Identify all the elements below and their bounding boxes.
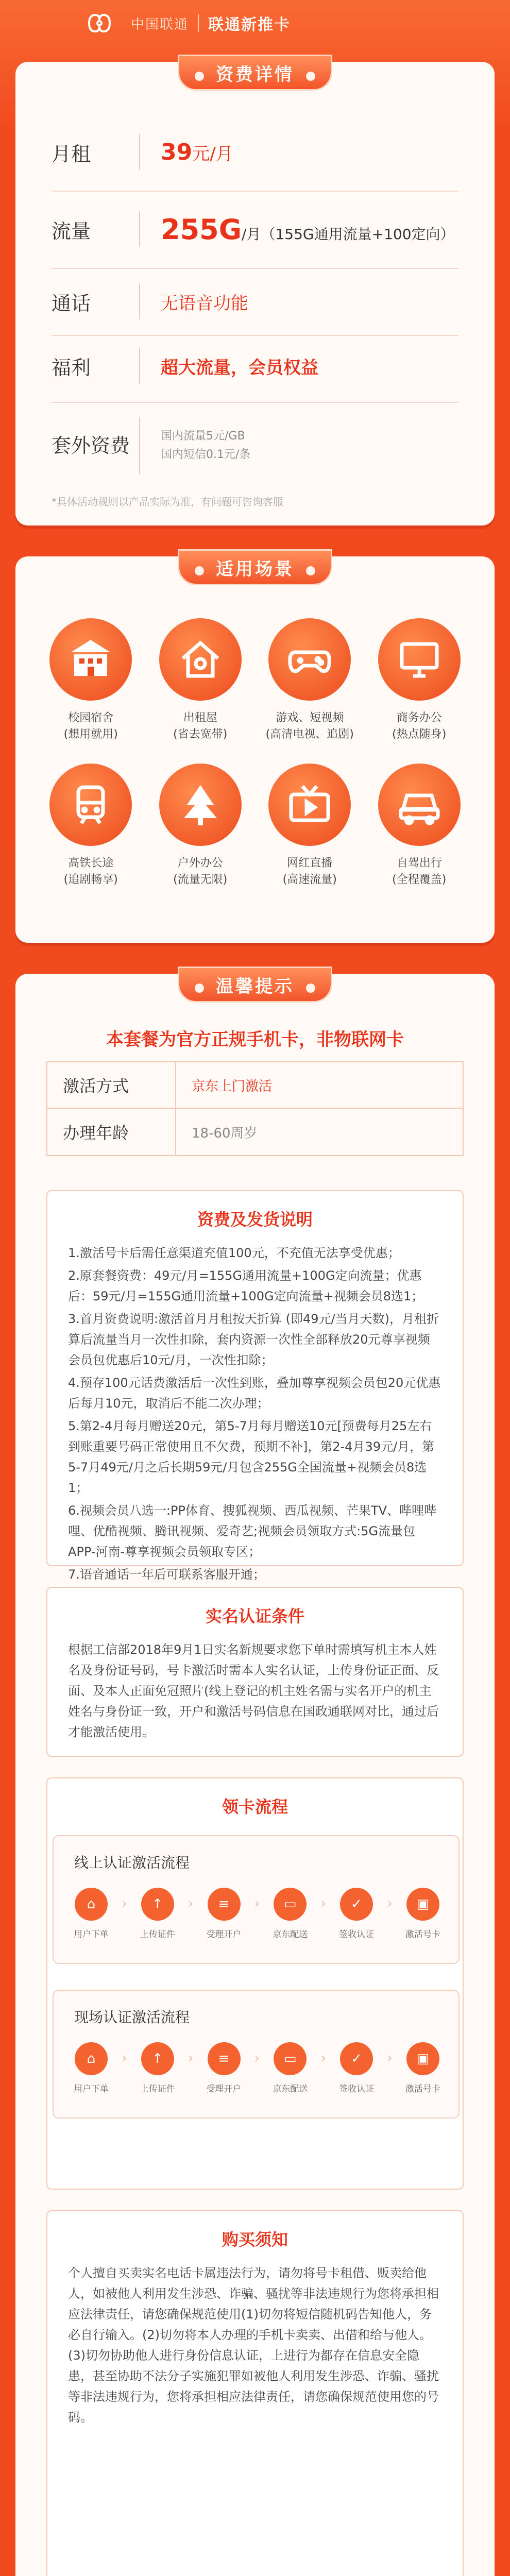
- scenes-section-title: 适用场景: [178, 549, 332, 585]
- unicom-logo-icon: [77, 9, 122, 38]
- rent-amount: 39: [161, 139, 193, 165]
- flow-step: [69, 2042, 113, 2094]
- purchase-box-title: 购买须知: [222, 2230, 288, 2249]
- realname-box-text: [47, 1639, 463, 1760]
- divider: [139, 283, 140, 319]
- truck-icon: ▭: [274, 1888, 307, 1921]
- scene-item: [365, 618, 474, 743]
- detail-label: 套外资费: [52, 434, 130, 457]
- offline-flow: [53, 1990, 460, 2119]
- divider: [139, 417, 140, 474]
- flow-label: 激活号卡: [405, 1929, 440, 1940]
- flow-label: 京东配送: [273, 1929, 308, 1940]
- brand-name: 中国联通: [131, 16, 189, 32]
- scene-label: 游戏、短视频 (高清电视、追剧): [265, 711, 354, 741]
- arrow-icon: ›: [320, 2050, 326, 2066]
- flow-step: [69, 1888, 113, 1940]
- tree-icon: [159, 764, 242, 846]
- computer-icon: [378, 618, 461, 701]
- detail-label: 福利: [52, 356, 91, 379]
- flow-label: 激活号卡: [405, 2084, 440, 2094]
- info-value: 18-60周岁: [192, 1125, 258, 1141]
- offline-flow-title: 现场认证激活流程: [74, 2009, 190, 2026]
- truck-icon: ▭: [274, 2042, 307, 2075]
- flow-step: [401, 2042, 445, 2094]
- realname-box-title: 实名认证条件: [205, 1606, 304, 1626]
- info-value: 京东上门激活: [192, 1078, 273, 1094]
- flow-step: [135, 1888, 180, 1940]
- detail-row-data: [52, 211, 458, 247]
- details-section-title: 资费详情: [178, 55, 332, 91]
- flow-label: 签收认证: [339, 2084, 375, 2094]
- fee-paragraph: 4.预存100元话费激活后一次性到账，叠加尊享视频会员包20元优惠后每月10元，取消后不能二次办理；: [68, 1376, 441, 1411]
- online-flow: [53, 1835, 460, 1964]
- divider: [52, 268, 458, 269]
- scene-item: [146, 764, 256, 888]
- scenes-card: [15, 556, 495, 943]
- purchase-box-text: [47, 2263, 463, 2445]
- notice-card: [15, 974, 495, 2576]
- upload-icon: ↑: [141, 2042, 174, 2075]
- detail-row-benefit: [52, 348, 458, 384]
- detail-label: 流量: [52, 219, 91, 243]
- divider: [139, 134, 140, 170]
- detail-label: 月租: [52, 142, 91, 165]
- scene-grid: [36, 618, 474, 888]
- fee-paragraph: 5.第2-4月每月赠送20元，第5-7月每月赠送10元[预费每月25左右到账重要号码正常使用且不欠费，预期不补]，第2-4月39元/月，第5-7月49元/月之后长期59元/月包含255G全国流量+视频会员8选1；: [68, 1419, 435, 1495]
- flow-step: [334, 2042, 379, 2094]
- gamepad-icon: [268, 618, 351, 701]
- scene-label: 出租屋 (省去宽带): [173, 711, 228, 741]
- receive-box-title: 领卡流程: [222, 1797, 288, 1817]
- flow-step: [268, 1888, 312, 1940]
- scene-label: 高铁长途 (追剧畅享): [63, 857, 118, 886]
- top-bar: [0, 0, 510, 46]
- scene-item: [255, 764, 365, 888]
- check-icon: ✓: [340, 1888, 373, 1921]
- flow-label: 签收认证: [339, 1929, 375, 1940]
- fee-paragraph: 6.视频会员八选一:PP体育、搜狐视频、西瓜视频、芒果TV、哔哩哔哩、优酷视频、腾讯视频、爱奇艺;视频会员领取方式:5G流量包APP-河南-尊享视频会员领取专区；: [68, 1503, 437, 1559]
- details-note: *具体活动规则以产品实际为准，有问题可咨询客服: [52, 496, 283, 508]
- flow-step: [135, 2042, 180, 2094]
- upload-icon: ↑: [141, 1888, 174, 1921]
- detail-value: [161, 139, 233, 165]
- cart-icon: ⌂: [75, 2042, 108, 2075]
- notice-section-title: 温馨提示: [178, 967, 332, 1003]
- flow-label: 京东配送: [273, 2084, 308, 2094]
- scene-label: 商务办公 (热点随身): [392, 711, 447, 741]
- train-icon: [49, 764, 132, 846]
- flow-label: 用户下单: [74, 1929, 109, 1940]
- extra-line: 国内流量5元/GB: [161, 430, 245, 443]
- sim-icon: ▣: [406, 2042, 439, 2075]
- tv-icon: [268, 764, 351, 846]
- flow-step: [268, 2042, 312, 2094]
- arrow-icon: ›: [254, 1896, 260, 1911]
- flow-step: [202, 1888, 246, 1940]
- divider: [52, 335, 458, 336]
- fee-paragraph: 7.语音通话一年后可联系客服开通；: [68, 1567, 265, 1582]
- info-row: [47, 1109, 463, 1155]
- brand: [77, 9, 291, 38]
- detail-row-voice: [52, 283, 458, 319]
- scene-item: [36, 618, 146, 743]
- receive-box: [46, 1777, 464, 2190]
- scene-item: [146, 618, 256, 743]
- detail-label: 通话: [52, 292, 91, 315]
- detail-value: 无语音功能: [161, 293, 248, 314]
- rent-unit: 元/月: [192, 143, 233, 164]
- car-icon: [378, 764, 461, 846]
- fee-box-text: [47, 1243, 463, 1646]
- arrow-icon: ›: [188, 1896, 194, 1911]
- offline-flow-steps: [69, 2042, 445, 2094]
- realname-paragraph: 根据工信部2018年9月1日实名新规要求您下单时需填写机主本人姓名及身份证号码，号卡激活时需本人实名认证，上传身份证正面、反面、及本人正面免冠照片(线上登记的机主姓名需与实名开户的机主姓名与身份证一致，开户和激活号码信息在国政通联网对比，通过后才能激活使用。: [68, 1642, 439, 1739]
- info-key: 激活方式: [47, 1062, 176, 1108]
- data-unit: /月（155G通用流量+100定向）: [242, 225, 455, 243]
- document-icon: ≡: [208, 2042, 241, 2075]
- flow-label: 上传证件: [140, 2084, 175, 2094]
- arrow-icon: ›: [320, 1896, 326, 1911]
- fee-box: [46, 1190, 464, 1582]
- online-flow-steps: [69, 1888, 445, 1940]
- divider: [139, 348, 140, 384]
- document-icon: ≡: [208, 1888, 241, 1921]
- scene-label: 网红直播 (高速流量): [282, 857, 337, 886]
- detail-row-rent: [52, 134, 458, 170]
- scene-item: [365, 764, 474, 888]
- flow-label: 受理开户: [206, 2084, 242, 2094]
- scene-label: 自驾出行 (全程覆盖): [392, 857, 447, 886]
- scene-label: 校园宿舍 (想用就用): [63, 711, 118, 741]
- fee-paragraph: 1.激活号卡后需任意渠道充值100元，不充值无法享受优惠；: [68, 1246, 400, 1260]
- divider: [52, 402, 458, 403]
- brand-divider: [198, 14, 199, 32]
- scene-label: 户外办公 (流量无限): [173, 857, 228, 886]
- detail-value: [161, 213, 455, 246]
- fee-box-title: 资费及发货说明: [197, 1210, 313, 1229]
- detail-row-extra: [52, 417, 458, 474]
- flow-step: [202, 2042, 246, 2094]
- page-title: 联通新推卡: [208, 16, 291, 34]
- flow-label: 受理开户: [206, 1929, 242, 1940]
- online-flow-title: 线上认证激活流程: [74, 1854, 190, 1871]
- arrow-icon: ›: [254, 2050, 260, 2066]
- realname-box: [46, 1587, 464, 1757]
- fee-paragraph: 3.首月资费说明:激活首月月租按天折算 (即49元/当月天数)，月租折算后流量当月一次性扣除，套内资源一次性全部释放20元尊享视频会员包优惠后10元/月，一次性扣除；: [68, 1312, 439, 1367]
- scene-item: [255, 618, 365, 743]
- scene-item: [36, 764, 146, 888]
- flow-step: [401, 1888, 445, 1940]
- flow-label: 上传证件: [140, 1929, 175, 1940]
- arrow-icon: ›: [122, 1896, 127, 1911]
- sim-icon: ▣: [406, 1888, 439, 1921]
- fee-paragraph: 2.原套餐资费：49元/月=155G通用流量+100G定向流量；优惠后：59元/月=155G通用流量+100G定向流量+视频会员8选1；: [68, 1268, 424, 1303]
- details-card: [15, 62, 495, 526]
- info-row: [47, 1062, 463, 1109]
- flow-label: 用户下单: [74, 2084, 109, 2094]
- divider: [52, 191, 458, 192]
- arrow-icon: ›: [387, 1896, 393, 1911]
- house-icon: [159, 618, 242, 701]
- purchase-box: [46, 2210, 464, 2576]
- arrow-icon: ›: [122, 2050, 127, 2066]
- purchase-paragraph: 个人擅自买卖实名电话卡属违法行为，请勿将号卡租借、贩卖给他人，如被他人利用发生涉恐、诈骗、骚扰等非法违规行为您将承担相应法律责任，请您确保规范使用(1)切勿将短信随机码告知他人，务必自行输入。(2)切勿将本人办理的手机卡卖卖、出借和给与他人。(3)切勿协助他人进行身份信息认证，上进行为都存在信息安全隐患，甚至协助不法分子实施犯罪如被他人利用发生涉恐、诈骗、骚扰等非法违规行为，您将承担相应法律责任，请您确保规范使用您的号码。: [68, 2266, 439, 2425]
- arrow-icon: ›: [387, 2050, 393, 2066]
- extra-line: 国内短信0.1元/条: [161, 448, 251, 461]
- detail-value: [161, 427, 250, 464]
- notice-headline: 本套餐为官方正规手机卡，非物联网卡: [106, 1029, 404, 1050]
- detail-value: 超大流量，会员权益: [161, 357, 318, 378]
- flow-step: [334, 1888, 379, 1940]
- info-key: 办理年龄: [47, 1109, 176, 1155]
- info-table: [46, 1061, 464, 1156]
- arrow-icon: ›: [188, 2050, 194, 2066]
- cart-icon: ⌂: [75, 1888, 108, 1921]
- data-amount: 255G: [161, 213, 242, 246]
- check-icon: ✓: [340, 2042, 373, 2075]
- school-icon: [49, 618, 132, 701]
- divider: [139, 211, 140, 247]
